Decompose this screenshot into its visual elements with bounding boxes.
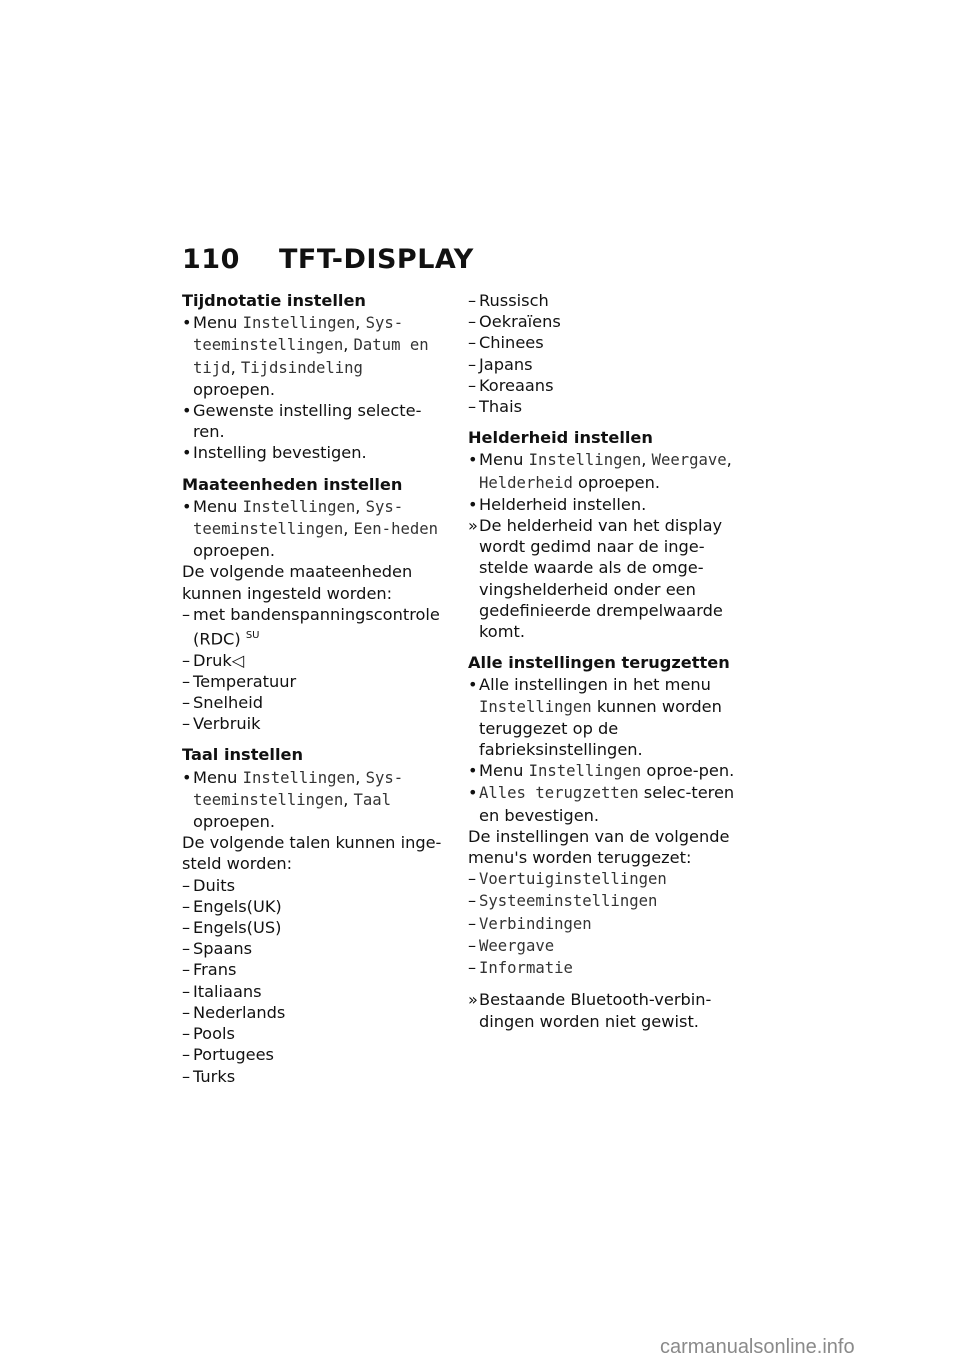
text: , [726,450,732,470]
bullet-item [468,674,740,760]
bullet-item [182,312,450,400]
dash-icon: – [468,375,477,395]
dash-item [468,868,740,890]
dash-icon: – [468,333,477,353]
dash-icon: – [182,960,191,980]
bullet-item [182,767,450,833]
dash-item [468,935,740,957]
dash-item [468,957,740,979]
language-item: Frans [193,960,237,980]
result-arrow-icon: » [468,516,478,536]
right-column [468,290,740,1032]
dash-icon: – [182,1024,191,1044]
text: Menu [479,450,529,470]
dash-item [182,1002,450,1023]
result-arrow-icon: » [468,990,478,1010]
bullet-item [182,442,450,463]
left-column [182,290,450,1087]
watermark: carmanualsonline.info [660,1336,855,1358]
dash-item [182,713,450,734]
text: Menu [193,767,243,787]
dash-item [468,913,740,935]
text: , [343,789,354,809]
menu-path: Informatie [479,959,573,978]
dash-icon: – [468,869,477,889]
dash-icon: – [182,671,191,691]
menu-path: Instellingen [528,762,642,781]
bullet-icon: • [182,443,192,463]
text: Bestaande Bluetooth-verbin-dingen worden niet gewist. [479,990,712,1031]
warning-triangle-icon: ◁ [231,650,245,670]
bullet-icon: • [468,450,478,470]
text: Alle instellingen in het menu [479,675,711,695]
dash-icon: – [182,1002,191,1022]
dash-item [468,375,740,396]
dash-icon: – [468,354,477,374]
menu-path: Weergave [651,451,727,470]
text: Helderheid instellen. [479,494,647,514]
bullet-icon: • [182,767,192,787]
result-item [468,989,740,1031]
paragraph: De volgende maateenheden kunnen ingesteld worden: [182,562,413,603]
dash-icon: – [182,981,191,1001]
bullet-icon: • [182,313,192,333]
text: oproepen. [572,472,661,492]
menu-path: Taal [353,790,392,809]
dash-item [182,692,450,713]
text: Menu [193,313,243,333]
dash-item [182,938,450,959]
language-item: Engels(UK) [193,896,282,916]
bullet-item [468,449,740,493]
bullet-icon: • [468,675,478,695]
menu-path: Instellingen [479,697,592,716]
text: Menu [479,761,529,781]
menu-path: Voertuiginstellingen [479,870,667,889]
dash-icon: – [468,958,477,978]
dash-icon: – [468,913,477,933]
menu-path: Verbindingen [479,914,592,933]
bullet-icon: • [182,496,192,516]
language-item: Portugees [193,1045,274,1065]
spacer [468,979,740,989]
dash-icon: – [182,918,191,938]
language-item: Chinees [479,333,544,353]
menu-path: Datum en tijd [193,336,429,377]
dash-item [182,671,450,692]
language-item: Spaans [193,939,253,959]
dash-item [468,332,740,353]
dash-icon: – [182,604,191,624]
dash-item [182,1023,450,1044]
menu-path: Een-heden [353,520,439,539]
dash-item [182,981,450,1002]
text: Gewenste instelling selecte-ren. [193,401,422,442]
bullet-icon: • [468,494,478,514]
dash-item [182,917,450,938]
menu-path: Helderheid [479,473,573,492]
dash-icon: – [182,714,191,734]
text: oproe-pen. [641,761,735,781]
dash-icon: – [468,397,477,417]
text: , [343,519,354,539]
text: oproepen. [193,812,275,832]
text: oproepen. [193,379,275,399]
dash-item [468,396,740,417]
page-header [182,244,474,275]
text: , [355,496,366,516]
text: selec-teren en bevestigen. [479,783,735,825]
section-title-language: Taal instellen [182,745,304,765]
result-item [468,515,740,642]
menu-path: Instellingen [242,314,356,333]
language-item: Italiaans [193,981,262,1001]
language-item: Japans [479,354,533,374]
unit-item: met bandenspanningscontrole (RDC) [193,604,440,649]
menu-path: Instellingen [242,768,356,787]
text: Menu [193,496,243,516]
dash-item [182,650,450,671]
language-item: Turks [193,1066,236,1086]
dash-item [182,959,450,980]
dash-icon: – [182,875,191,895]
section-title-time-format: Tijdnotatie instellen [182,291,366,310]
language-item: Koreaans [479,375,554,395]
dash-item [182,896,450,917]
dash-item [182,604,450,650]
bullet-item [182,496,450,562]
dash-icon: – [468,312,477,332]
section-title-brightness: Helderheid instellen [468,428,653,448]
menu-path: Tijdsindeling [240,358,363,377]
dash-item [182,875,450,896]
dash-item [468,890,740,912]
text: kunnen worden teruggezet op de fabrieksinstellingen. [479,696,722,760]
text: oproepen. [193,541,275,561]
bullet-item [182,400,450,442]
dash-icon: – [182,650,191,670]
bullet-icon: • [468,761,478,781]
bullet-item [468,782,740,825]
bullet-icon: • [468,783,478,803]
dash-item [182,1066,450,1087]
unit-item: Verbruik [193,714,261,734]
menu-path: Instellingen [528,451,642,470]
text: , [230,357,241,377]
dash-icon: – [468,291,477,310]
bullet-item [468,494,740,515]
dash-icon: – [182,1066,191,1086]
section-title-units: Maateenheden instellen [182,474,403,494]
section-title-reset: Alle instellingen terugzetten [468,653,730,673]
menu-path: Sys-teeminstellingen [193,314,404,355]
text: , [355,767,366,787]
bullet-icon: • [182,401,192,421]
language-item: Nederlands [193,1002,286,1022]
menu-path: Alles terugzetten [479,784,639,803]
bullet-item [468,760,740,782]
unit-item: Druk [193,650,232,670]
dash-icon: – [182,896,191,916]
language-item: Duits [193,875,236,895]
text: Instelling bevestigen. [193,443,367,463]
language-item: Oekraïens [479,312,561,332]
menu-path: Sys-teeminstellingen [193,497,404,539]
dash-icon: – [182,939,191,959]
dash-item [182,1044,450,1065]
language-item: Engels(US) [193,918,282,938]
language-item: Thais [479,397,522,417]
text: , [343,335,354,355]
menu-path: Weergave [479,936,555,955]
unit-item: Temperatuur [193,671,297,691]
page-number: 110 [182,244,240,275]
dash-icon: – [468,935,477,955]
text: , [355,313,366,333]
text: , [641,450,652,470]
language-item: Pools [193,1024,235,1044]
dash-icon: – [182,693,191,713]
menu-path: Instellingen [242,497,356,516]
paragraph: De instellingen van de volgende menu's worden teruggezet: [468,826,730,868]
dash-item [468,354,740,375]
menu-path: Sys-teeminstellingen [193,768,404,809]
dash-item [468,311,740,332]
unit-item: Snelheid [193,693,263,713]
dash-icon: – [468,891,477,911]
page-title: TFT-DISPLAY [279,244,474,275]
text: De helderheid van het display wordt gedimd naar de inge-stelde waarde als de omge-vingshelderheid onder een gedefinieerde drempelwaarde komt. [479,516,723,642]
paragraph: De volgende talen kunnen inge-steld worden: [182,833,442,874]
menu-path: Systeeminstellingen [479,892,658,911]
language-item: Russisch [479,291,549,310]
su-marker: SU [245,630,260,642]
dash-item [468,290,740,311]
dash-icon: – [182,1045,191,1065]
